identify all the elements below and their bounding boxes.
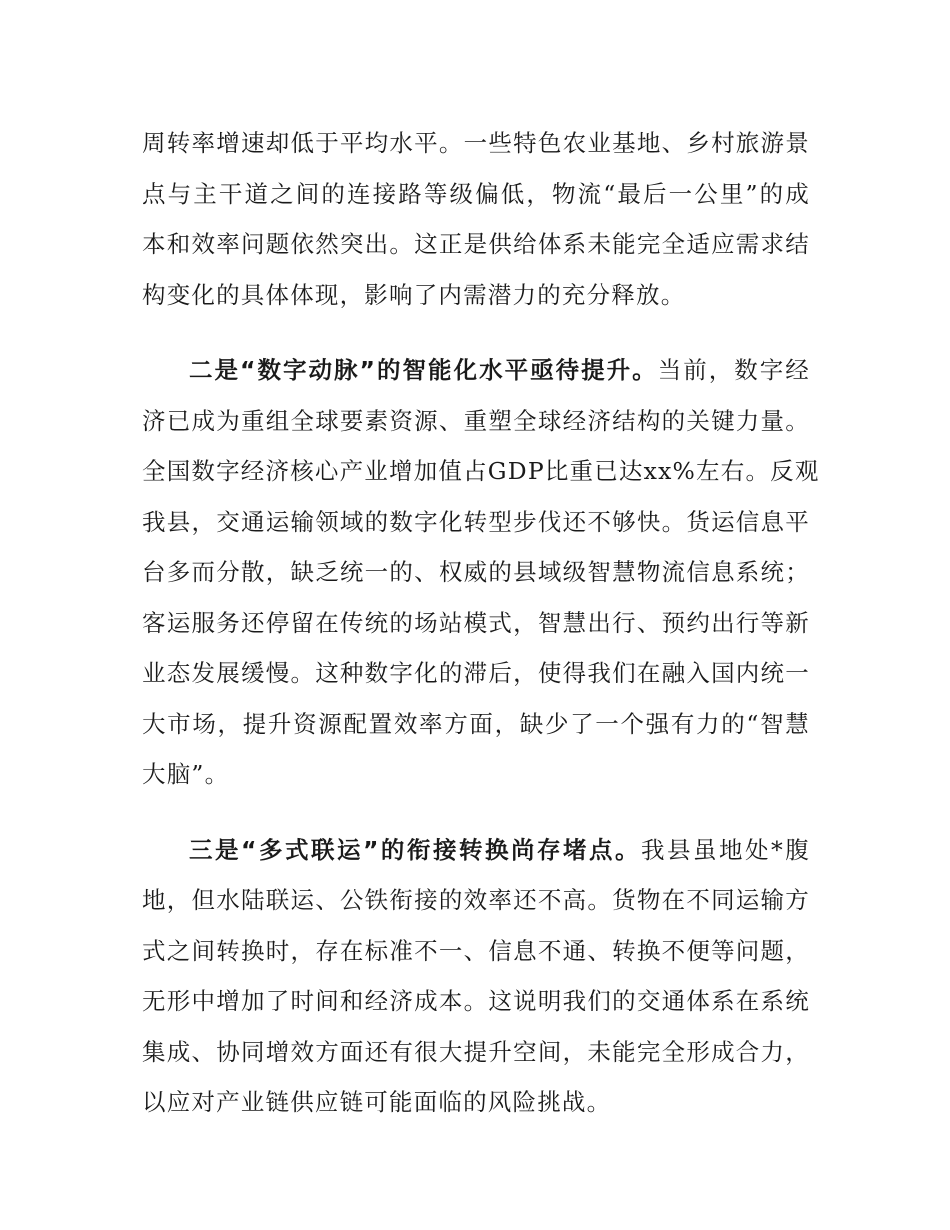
text-line: 本和效率问题依然突出。这正是供给体系未能完全适应需求结 xyxy=(142,230,810,258)
text-line xyxy=(142,825,810,876)
text-line: 点与主干道之间的连接路等级偏低，物流“最后一公里”的成 xyxy=(142,179,810,208)
text-line: 大市场，提升资源配置效率方面，缺少了一个强有力的“智慧 xyxy=(142,709,810,738)
text-line: 台多而分散，缺乏统一的、权威的县域级智慧物流信息系统； xyxy=(142,558,810,586)
body-text xyxy=(142,118,820,1128)
text-line: 大脑”。 xyxy=(142,760,230,788)
text-run: 当前，数字经 xyxy=(657,356,810,384)
text-line: 我县，交通运输领域的数字化转型步伐还不够快。货运信息平 xyxy=(142,507,810,536)
text-line: 以应对产业链供应链可能面临的风险挑战。 xyxy=(142,1088,612,1116)
text-line xyxy=(142,345,810,396)
text-run: 我县虽地处*腹 xyxy=(641,835,810,864)
paragraph-spacer xyxy=(142,800,810,825)
text-line: 客运服务还停留在传统的场站模式，智慧出行、预约出行等新 xyxy=(142,608,810,637)
text-line: 构变化的具体体现，影响了内需潜力的充分释放。 xyxy=(142,280,686,309)
paragraph-2 xyxy=(142,345,820,800)
paragraph-heading: 三是“多式联运”的衔接转换尚存堵点。 xyxy=(189,835,641,864)
text-line: 式之间转换时，存在标准不一、信息不通、转换不便等问题， xyxy=(142,936,810,965)
paragraph-spacer xyxy=(142,320,810,345)
text-line: 全国数字经济核心产业增加值占GDP比重已达xx%左右。反观 xyxy=(142,457,820,485)
text-line: 无形中增加了时间和经济成本。这说明我们的交通体系在系统 xyxy=(142,987,810,1015)
paragraph-3 xyxy=(142,825,810,1128)
paragraph-heading: 二是“数字动脉”的智能化水平亟待提升。 xyxy=(189,356,658,384)
text-line: 济已成为重组全球要素资源、重塑全球经济结构的关键力量。 xyxy=(142,406,810,435)
text-line: 周转率增速却低于平均水平。一些特色农业基地、乡村旅游景 xyxy=(142,129,810,157)
text-line: 地，但水陆联运、公铁衔接的效率还不高。货物在不同运输方 xyxy=(142,886,810,914)
text-line: 业态发展缓慢。这种数字化的滞后，使得我们在融入国内统一 xyxy=(142,659,810,687)
text-line: 集成、协同增效方面还有很大提升空间，未能完全形成合力， xyxy=(142,1037,810,1066)
paragraph-1 xyxy=(142,118,810,320)
